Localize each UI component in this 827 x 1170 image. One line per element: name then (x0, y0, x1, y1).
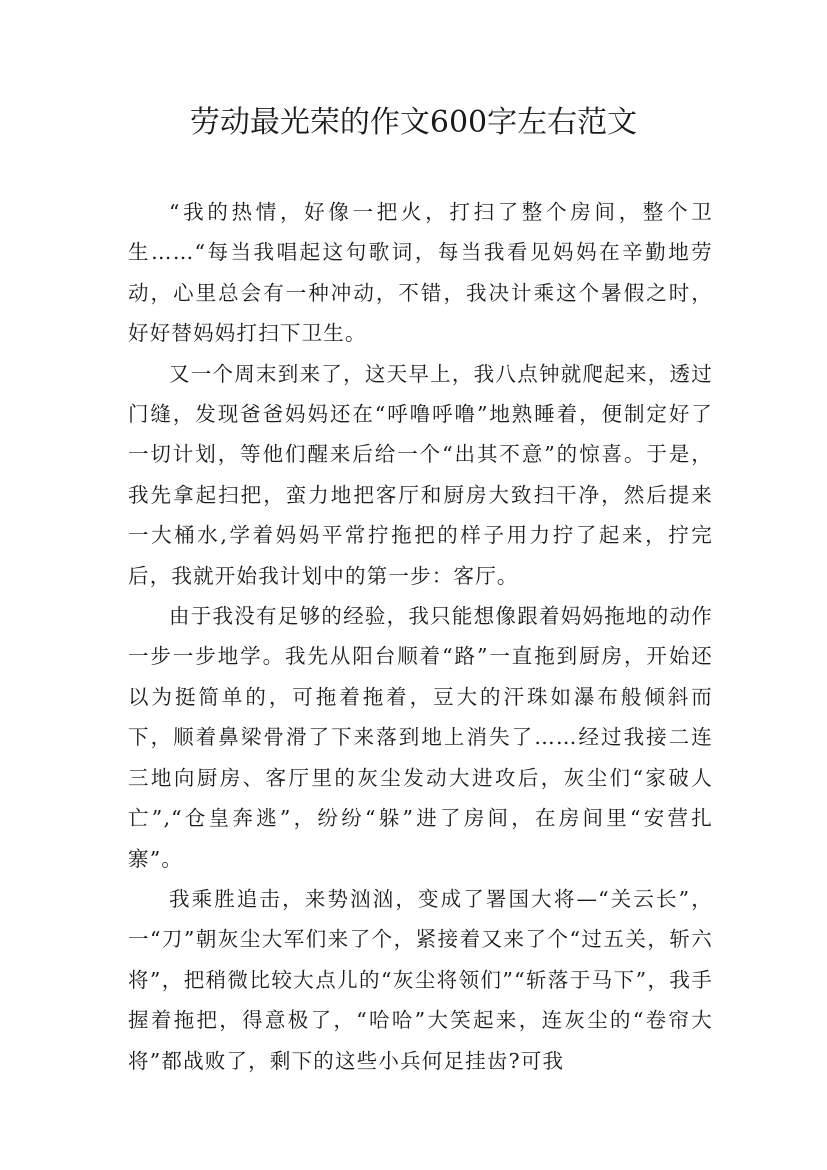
paragraph-1: “我的热情，好像一把火，打扫了整个房间，整个卫生……“每当我唱起这句歌词，每当我看见妈妈在辛勤地劳动，心里总会有一种冲动，不错，我决计乘这个暑假之时，好好替妈妈打扫下卫生。 (128, 200, 713, 346)
paragraph-3: 由于我没有足够的经验，我只能想像跟着妈妈拖地的动作一步一步地学。我先从阳台顺着“路”一直拖到厨房，开始还以为挺简单的，可拖着拖着，豆大的汗珠如瀑布般倾斜而下，顺着鼻梁骨滑了下来落到地上消失了……经过我接二连三地向厨房、客厅里的灰尘发动大进攻后，灰尘们“家破人亡”,“仓皇奔逃”，纷纷“躲”进了房间，在房间里“安营扎寨”。 (128, 604, 713, 871)
paragraph-2: 又一个周末到来了，这天早上，我八点钟就爬起来，透过门缝，发现爸爸妈妈还在“呼噜呼噜”地熟睡着，便制定好了一切计划，等他们醒来后给一个“出其不意”的惊喜。于是，我先拿起扫把，蛮力地把客厅和厨房大致扫干净，然后提来一大桶水,学着妈妈平常拧拖把的样子用力拧了起来，拧完后，我就开始我计划中的第一步：客厅。 (128, 361, 713, 588)
document-title: 劳动最光荣的作文600字左右范文 (189, 105, 638, 140)
document-body (128, 192, 713, 1081)
paragraph-4: 我乘胜追击，来势汹汹，变成了署国大将—“关云长”，一“刀”朝灰尘大军们来了个，紧接着又来了个“过五关，斩六将”，把稍微比较大点儿的“灰尘将领们”“斩落于马下”，我手握着拖把，得意极了，“哈哈”大笑起来，连灰尘的“卷帘大将”都战败了，剩下的这些小兵何足挂齿?可我 (128, 886, 713, 1073)
